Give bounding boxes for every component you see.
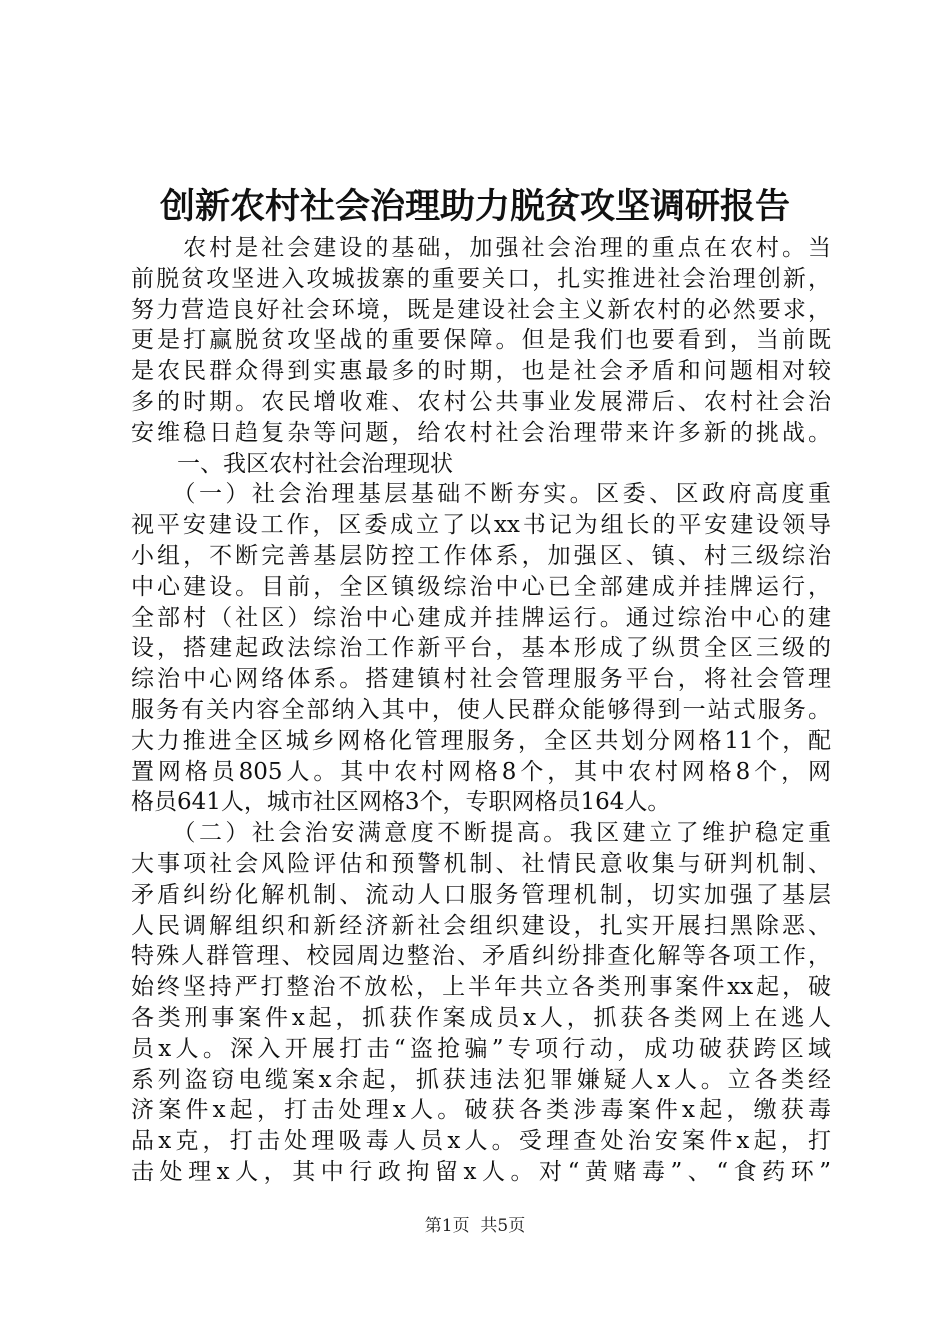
text-line: 人民调解组织和新经济新社会组织建设，扎实开展扫黑除恶、 bbox=[131, 912, 831, 939]
text-line: 多的时期。农民增收难、农村公共事业发展滞后、农村社会治 bbox=[131, 388, 831, 415]
text-line: 大事项社会风险评估和预警机制、社情民意收集与研判机制、 bbox=[131, 850, 831, 877]
text-line: 各类刑事案件x起，抓获作案成员x人，抓获各类网上在逃人 bbox=[131, 1004, 831, 1031]
text-line: 大力推进全区城乡网格化管理服务，全区共划分网格11个，配 bbox=[131, 727, 831, 754]
text-line: 置网格员805人。其中农村网格8个，其中农村网格8个，网 bbox=[131, 758, 831, 785]
text-line: 努力营造良好社会环境，既是建设社会主义新农村的必然要求， bbox=[131, 296, 831, 323]
text-line: 格员641人，城市社区网格3个，专职网格员164人。 bbox=[131, 789, 671, 816]
page-footer bbox=[0, 1214, 950, 1238]
text-line: 特殊人群管理、校园周边整治、矛盾纠纷排查化解等各项工作， bbox=[131, 943, 831, 970]
text-line: 综治中心网络体系。搭建镇村社会管理服务平台，将社会管理 bbox=[131, 666, 831, 693]
text-line: 矛盾纠纷化解机制、流动人口服务管理机制，切实加强了基层 bbox=[131, 881, 831, 908]
text-line: 前脱贫攻坚进入攻城拔寨的重要关口，扎实推进社会治理创新， bbox=[131, 265, 831, 292]
text-line: 济案件x起，打击处理x人。破获各类涉毒案件x起，缴获毒 bbox=[131, 1097, 831, 1124]
text-line: 是农民群众得到实惠最多的时期，也是社会矛盾和问题相对较 bbox=[131, 358, 831, 385]
text-line: 员x人。深入开展打击“盗抢骗”专项行动，成功破获跨区域 bbox=[131, 1035, 831, 1062]
text-line: 全部村（社区）综治中心建成并挂牌运行。通过综治中心的建 bbox=[131, 604, 831, 631]
document-title: 创新农村社会治理助力脱贫攻坚调研报告 bbox=[159, 186, 790, 227]
text-line: 小组，不断完善基层防控工作体系，加强区、镇、村三级综治 bbox=[131, 542, 831, 569]
page-number: 第1页 共5页 bbox=[424, 1216, 526, 1236]
text-line: 中心建设。目前，全区镇级综治中心已全部建成并挂牌运行， bbox=[131, 573, 831, 600]
text-line: 设，搭建起政法综治工作新平台，基本形成了纵贯全区三级的 bbox=[131, 635, 831, 662]
text-line: 更是打赢脱贫攻坚战的重要保障。但是我们也要看到，当前既 bbox=[131, 327, 831, 354]
text-line: 农村是社会建设的基础，加强社会治理的重点在农村。当 bbox=[131, 235, 831, 261]
text-line: （二）社会治安满意度不断提高。我区建立了维护稳定重 bbox=[131, 820, 831, 847]
text-line: 始终坚持严打整治不放松，上半年共立各类刑事案件xx起，破 bbox=[131, 974, 831, 1001]
text-line: 视平安建设工作，区委成立了以xx书记为组长的平安建设领导 bbox=[131, 512, 831, 539]
text-line: 服务有关内容全部纳入其中，使人民群众能够得到一站式服务。 bbox=[131, 696, 831, 723]
text-line: （一）社会治理基层基础不断夯实。区委、区政府高度重 bbox=[131, 481, 831, 508]
text-line: 品x克，打击处理吸毒人员x人。受理查处治安案件x起，打 bbox=[131, 1128, 831, 1155]
text-line: 系列盗窃电缆案x余起，抓获违法犯罪嫌疑人x人。立各类经 bbox=[131, 1066, 831, 1093]
text-line: 一、我区农村社会治理现状 bbox=[131, 450, 453, 477]
document-body bbox=[131, 233, 831, 1188]
text-line: 击处理x人，其中行政拘留x人。对“黄赌毒”、“食药环” bbox=[131, 1158, 831, 1185]
text-line: 安维稳日趋复杂等问题，给农村社会治理带来许多新的挑战。 bbox=[131, 419, 831, 446]
